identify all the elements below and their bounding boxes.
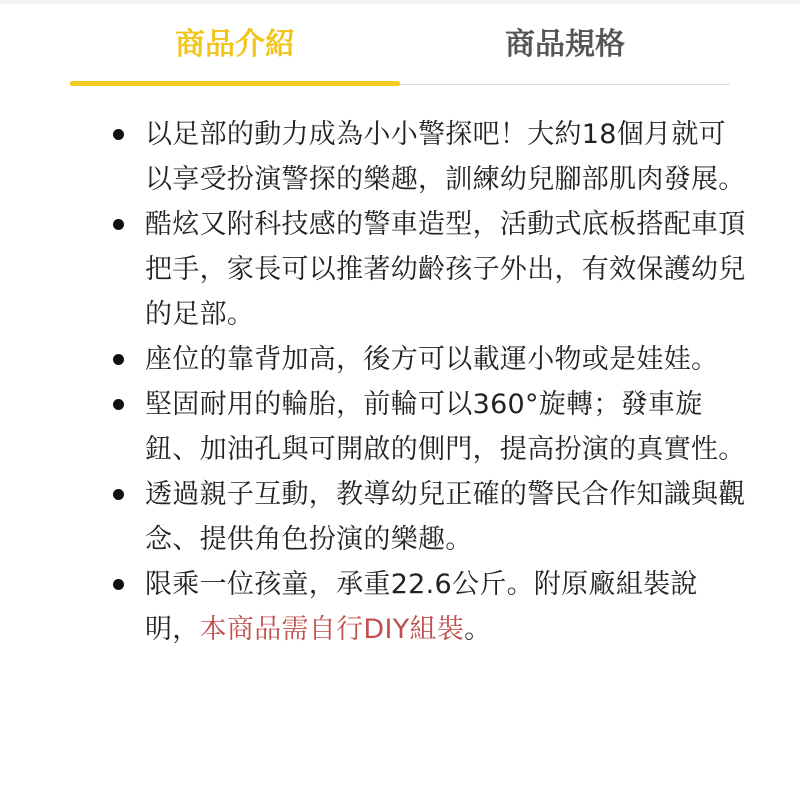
product-tabs: [70, 4, 730, 85]
feature-text: 座位的靠背加高，後方可以載運小物或是娃娃。: [145, 344, 719, 375]
bullet-icon: [113, 399, 124, 410]
list-item: [108, 472, 748, 562]
feature-text: 堅固耐用的輪胎，前輪可以360°旋轉；發車旋鈕、加油孔與可開啟的側門，提高扮演的真實性。: [145, 389, 746, 465]
list-item: [108, 112, 748, 202]
list-item: [108, 382, 748, 472]
list-item: [108, 337, 748, 382]
feature-text-suffix: 。: [464, 614, 492, 645]
feature-text: 限乘一位孩童，承重22.6公斤。附原廠組裝說明，: [145, 569, 698, 645]
tab-product-intro[interactable]: 商品介紹: [70, 4, 400, 84]
bullet-icon: [113, 219, 124, 230]
feature-list: [108, 112, 748, 652]
bullet-icon: [113, 579, 124, 590]
bullet-icon: [113, 489, 124, 500]
bullet-icon: [113, 129, 124, 140]
list-item: [108, 202, 748, 337]
feature-text: 酷炫又附科技感的警車造型，活動式底板搭配車頂把手，家長可以推著幼齡孩子外出，有效保護幼兒的足部。: [145, 209, 746, 330]
list-item: [108, 562, 748, 652]
diy-assembly-notice: 本商品需自行DIY組裝: [199, 614, 465, 645]
tab-product-specs[interactable]: 商品規格: [505, 27, 625, 62]
feature-text: 透過親子互動，教導幼兒正確的警民合作知識與觀念、提供角色扮演的樂趣。: [145, 479, 746, 555]
product-intro-content: [108, 112, 748, 652]
bullet-icon: [113, 354, 124, 365]
feature-text: 以足部的動力成為小小警探吧！大約18個月就可以享受扮演警探的樂趣，訓練幼兒腳部肌肉發展。: [145, 119, 746, 195]
